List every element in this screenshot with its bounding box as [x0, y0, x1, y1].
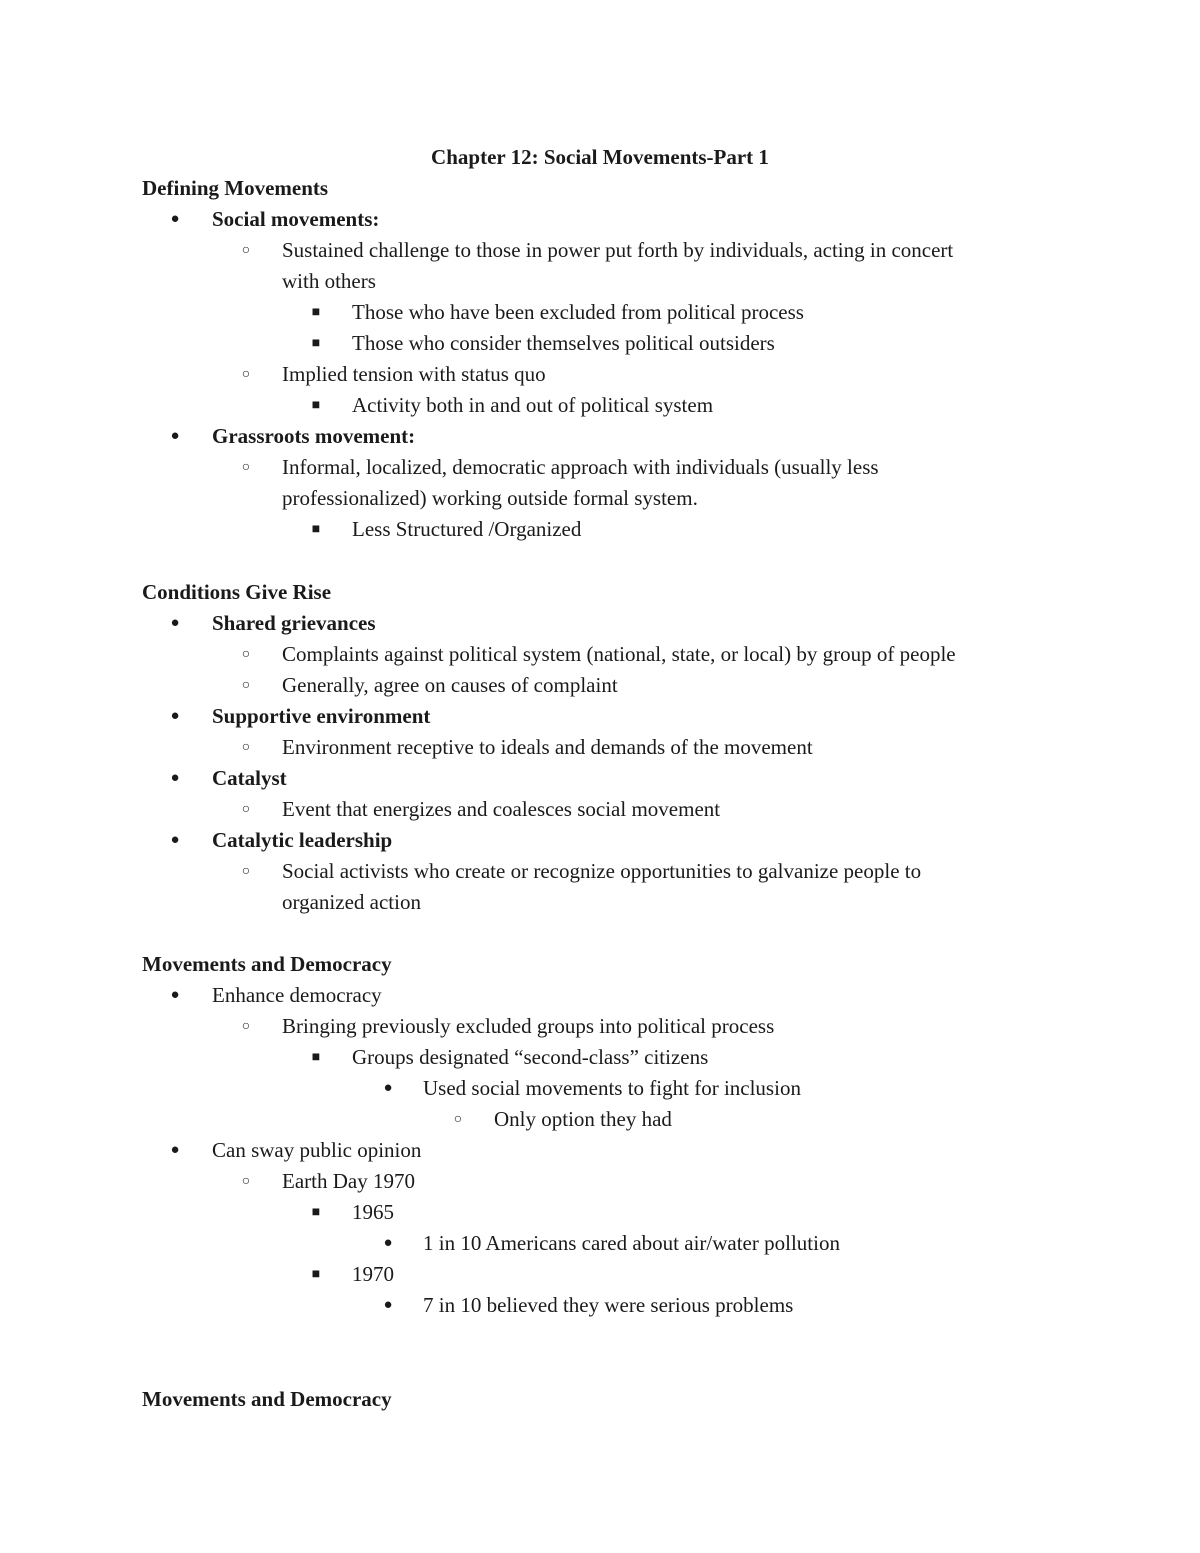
list-item: 1970	[352, 1262, 394, 1286]
list-item: 1965	[352, 1200, 394, 1224]
list-item: Bringing previously excluded groups into political process	[282, 1014, 775, 1038]
square-bullet-icon: ■	[311, 305, 321, 320]
list-item: professionalized) working outside formal system.	[282, 486, 698, 510]
list-item: Activity both in and out of political system	[352, 393, 714, 417]
square-bullet-icon: ■	[311, 1050, 321, 1065]
disc-bullet-icon: ●	[170, 428, 180, 444]
list-item: Catalyst	[212, 766, 287, 790]
list-item: Complaints against political system (national, state, or local) by group of people	[282, 642, 956, 666]
circle-bullet-icon: ○	[241, 864, 251, 879]
square-bullet-icon: ■	[311, 336, 321, 351]
section-heading: Movements and Democracy	[142, 1387, 392, 1411]
list-item: Enhance democracy	[212, 983, 382, 1007]
circle-bullet-icon: ○	[241, 460, 251, 475]
square-bullet-icon: ■	[311, 1205, 321, 1220]
list-item: Supportive environment	[212, 704, 431, 728]
circle-bullet-icon: ○	[241, 1174, 251, 1189]
section-heading: Movements and Democracy	[142, 952, 392, 976]
disc-bullet-icon: ●	[170, 211, 180, 227]
list-item: Informal, localized, democratic approach with individuals (usually less	[282, 455, 879, 479]
circle-bullet-icon: ○	[241, 1019, 251, 1034]
list-item: 7 in 10 believed they were serious problems	[423, 1293, 794, 1317]
list-item: Less Structured /Organized	[352, 517, 582, 541]
list-item: Groups designated “second-class” citizens	[352, 1045, 709, 1069]
circle-bullet-icon: ○	[241, 243, 251, 258]
disc-bullet-icon: ●	[383, 1080, 393, 1096]
disc-bullet-icon: ●	[170, 987, 180, 1003]
list-item: organized action	[282, 890, 421, 914]
list-item: Social activists who create or recognize opportunities to galvanize people to	[282, 859, 922, 883]
disc-bullet-icon: ●	[170, 832, 180, 848]
circle-bullet-icon: ○	[241, 367, 251, 382]
list-item: Grassroots movement:	[212, 424, 416, 448]
square-bullet-icon: ■	[311, 1267, 321, 1282]
square-bullet-icon: ■	[311, 398, 321, 413]
list-item: Environment receptive to ideals and demands of the movement	[282, 735, 813, 759]
circle-bullet-icon: ○	[241, 740, 251, 755]
list-item: Those who consider themselves political outsiders	[352, 331, 775, 355]
disc-bullet-icon: ●	[170, 1142, 180, 1158]
list-item: Event that energizes and coalesces social movement	[282, 797, 721, 821]
list-item: Catalytic leadership	[212, 828, 393, 852]
disc-bullet-icon: ●	[170, 615, 180, 631]
list-item: Implied tension with status quo	[282, 362, 546, 386]
disc-bullet-icon: ●	[170, 770, 180, 786]
disc-bullet-icon: ●	[383, 1235, 393, 1251]
square-bullet-icon: ■	[311, 522, 321, 537]
section-heading: Defining Movements	[142, 176, 329, 200]
list-item: Sustained challenge to those in power put forth by individuals, acting in concert	[282, 238, 954, 262]
circle-bullet-icon: ○	[241, 802, 251, 817]
list-item: Social movements:	[212, 207, 380, 231]
document-title: Chapter 12: Social Movements-Part 1	[431, 145, 769, 169]
disc-bullet-icon: ●	[383, 1297, 393, 1313]
disc-bullet-icon: ●	[170, 708, 180, 724]
list-item: Can sway public opinion	[212, 1138, 422, 1162]
circle-bullet-icon: ○	[241, 678, 251, 693]
list-item: Those who have been excluded from political process	[352, 300, 804, 324]
circle-bullet-icon: ○	[241, 647, 251, 662]
section-heading: Conditions Give Rise	[142, 580, 332, 604]
list-item: 1 in 10 Americans cared about air/water pollution	[423, 1231, 840, 1255]
list-item: Earth Day 1970	[282, 1169, 415, 1193]
circle-bullet-icon: ○	[453, 1112, 463, 1127]
list-item: Used social movements to fight for inclusion	[423, 1076, 801, 1100]
list-item: Only option they had	[494, 1107, 672, 1131]
list-item: with others	[282, 269, 376, 293]
list-item: Shared grievances	[212, 611, 376, 635]
list-item: Generally, agree on causes of complaint	[282, 673, 618, 697]
